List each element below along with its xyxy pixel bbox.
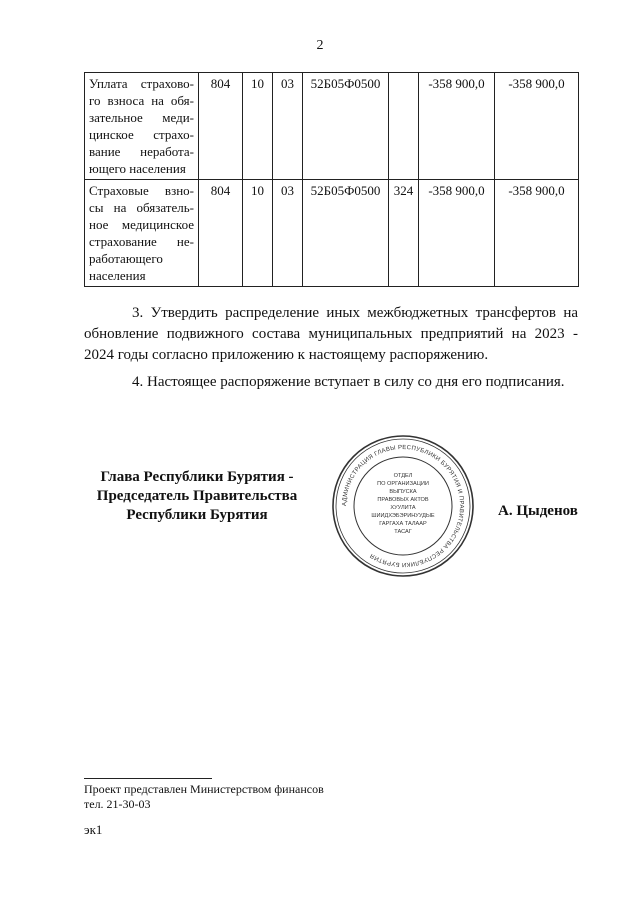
subsection-cell: 03 xyxy=(273,180,303,287)
name-line: работающего xyxy=(89,251,163,266)
name-line: Страховые взно- xyxy=(89,183,194,198)
stamp-ring-text: АДМИНИСТРАЦИЯ ГЛАВЫ РЕСПУБЛИКИ БУРЯТИЯ И ПРАВИТЕЛЬСТВА РЕСПУБЛИКИ БУРЯТИЯ xyxy=(341,444,465,568)
amount-2023-cell: -358 900,0 xyxy=(419,180,495,287)
paragraph-3: 3. Утвердить распределение иных межбюджетных трансфертов на обновление подвижного состава муниципальных предприятий на 2023 - 2024 годы согласно приложению к настоящему распоряжению. xyxy=(84,305,578,363)
signatory-title xyxy=(84,468,310,525)
table-row xyxy=(85,73,579,180)
name-line: Уплата страхово- xyxy=(89,76,194,91)
page-number: 2 xyxy=(316,38,324,53)
amount-2024-cell: -358 900,0 xyxy=(495,73,579,180)
budget-table xyxy=(84,72,579,287)
stamp-line: ГАРГАХА ТАЛААР xyxy=(379,521,427,527)
signatory-title-line: Председатель Правительства xyxy=(96,488,298,504)
paragraph-4: 4. Настоящее распоряжение вступает в силу со дня его подписания. xyxy=(132,374,565,390)
name-line: вание неработа- xyxy=(89,144,194,159)
footnote-phone: тел. 21-30-03 xyxy=(84,797,151,811)
name-line: зательное меди- xyxy=(89,110,194,125)
name-line: цинское страхо- xyxy=(89,127,194,142)
stamp-line: ШИИДХЭБЭРИНУУДЫЕ xyxy=(371,513,435,519)
document-code: эк1 xyxy=(84,822,103,837)
target-article-cell: 52Б05Ф0500 xyxy=(303,73,389,180)
footnote-prepared-by: Проект представлен Министерством финансов xyxy=(84,782,324,796)
row-name-cell xyxy=(85,73,199,180)
expense-type-cell xyxy=(389,73,419,180)
row-name-cell xyxy=(85,180,199,287)
name-line: сы на обязатель- xyxy=(89,200,194,215)
table-row xyxy=(85,180,579,287)
signatory-title-line: Республики Бурятия xyxy=(126,507,268,523)
official-stamp xyxy=(330,433,476,579)
section-cell: 10 xyxy=(243,73,273,180)
target-article-cell: 52Б05Ф0500 xyxy=(303,180,389,287)
name-line: ное медицинское xyxy=(89,217,194,232)
name-line: населения xyxy=(89,268,146,283)
stamp-line: ПРАВОВЫХ АКТОВ xyxy=(377,497,429,503)
subsection-cell: 03 xyxy=(273,73,303,180)
footnote xyxy=(84,782,324,812)
footnote-divider xyxy=(84,778,212,779)
name-line: страхование не- xyxy=(89,234,194,249)
stamp-line: ОТДЕЛ xyxy=(393,473,413,479)
signatory-title-line: Глава Республики Бурятия - xyxy=(100,469,294,485)
stamp-line: ХУУЛИТА xyxy=(390,505,416,511)
stamp-line: ВЫПУСКА xyxy=(389,489,417,495)
name-line: ющего населения xyxy=(89,161,186,176)
amount-2023-cell: -358 900,0 xyxy=(419,73,495,180)
section-cell: 10 xyxy=(243,180,273,287)
ministry-code-cell: 804 xyxy=(199,180,243,287)
ministry-code-cell: 804 xyxy=(199,73,243,180)
name-line: го взноса на обя- xyxy=(89,93,194,108)
signer-name: А. Цыденов xyxy=(498,503,578,519)
stamp-line: ТАСАГ xyxy=(394,529,412,535)
stamp-line: ПО ОРГАНИЗАЦИИ xyxy=(377,481,429,487)
expense-type-cell: 324 xyxy=(389,180,419,287)
amount-2024-cell: -358 900,0 xyxy=(495,180,579,287)
